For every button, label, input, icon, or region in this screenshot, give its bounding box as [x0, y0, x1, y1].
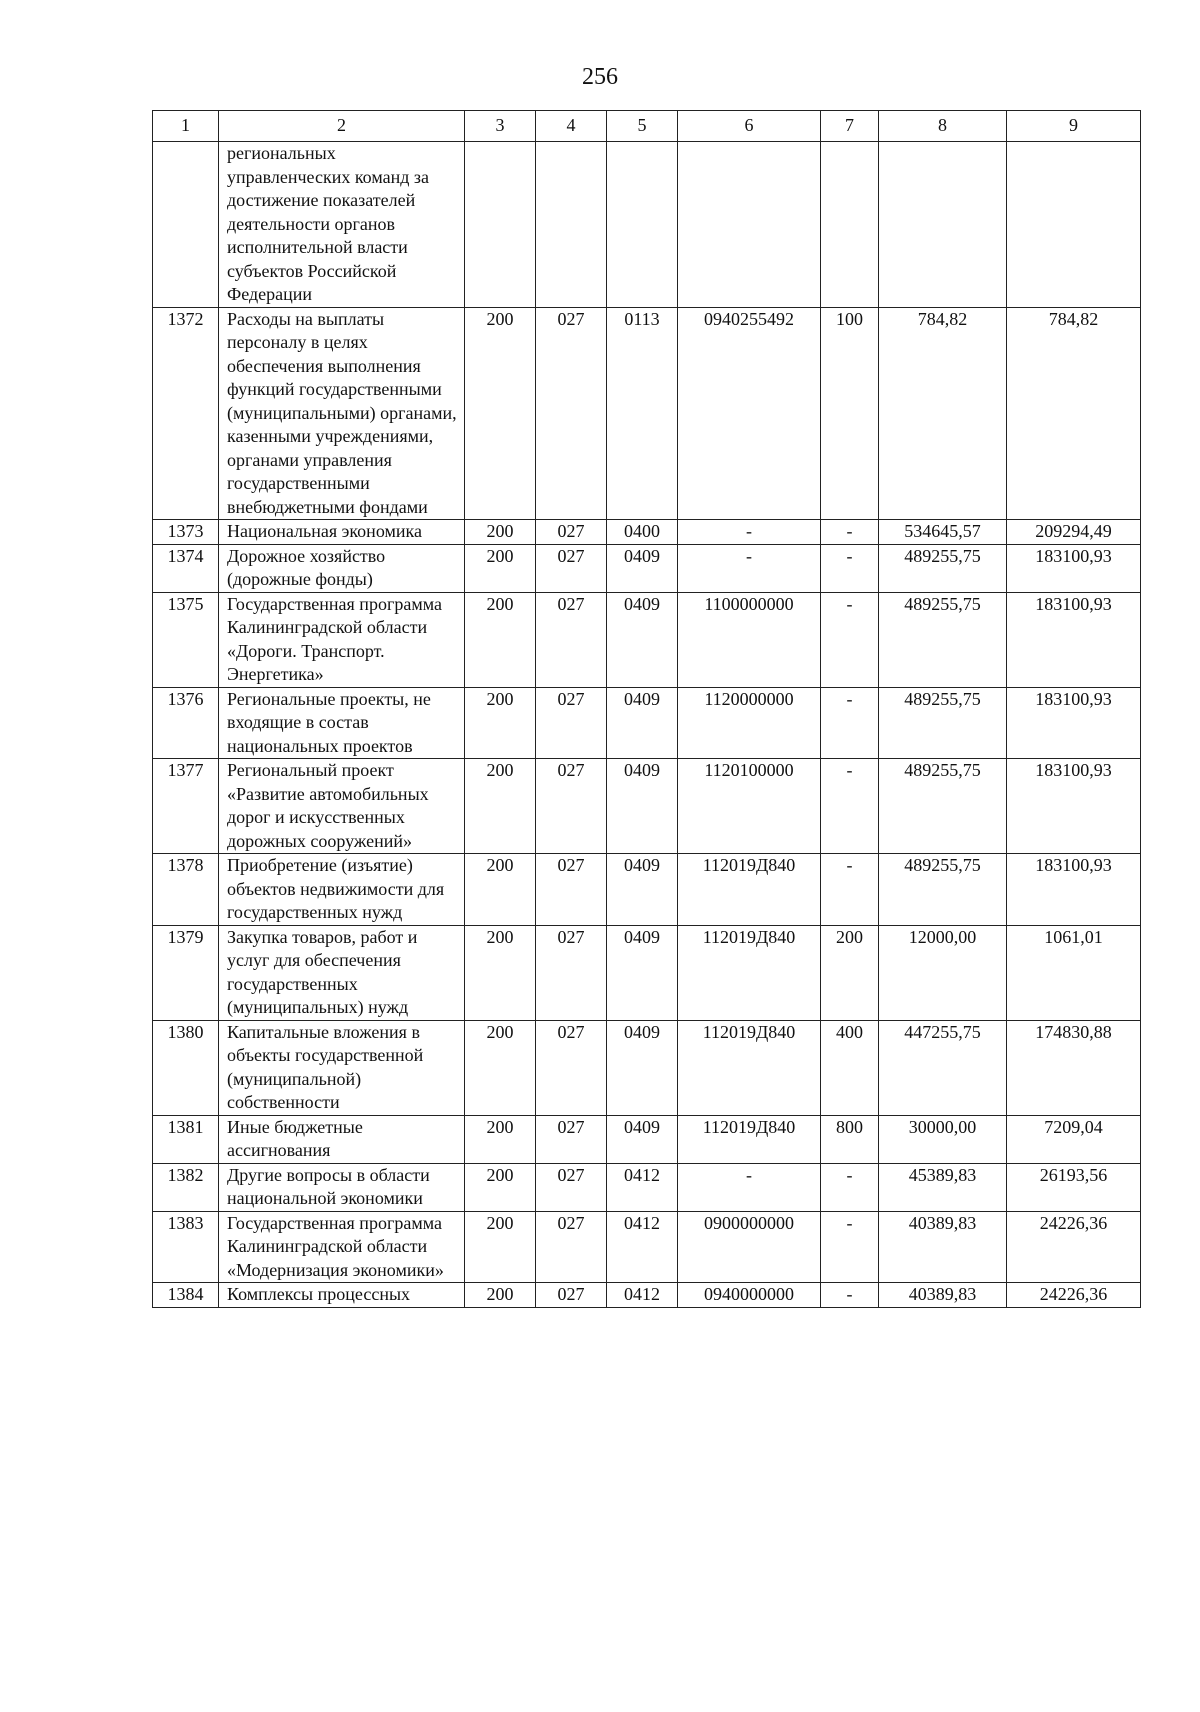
row-col6-cell: 1120000000: [678, 687, 821, 759]
row-col3-cell: 200: [465, 759, 536, 854]
row-col6-cell: [678, 142, 821, 308]
row-number-cell: 1378: [153, 854, 219, 926]
row-col8-cell: 40389,83: [879, 1211, 1007, 1283]
row-col7-cell: -: [821, 544, 879, 592]
row-col9-cell: 183100,93: [1007, 544, 1141, 592]
row-col7-cell: -: [821, 520, 879, 545]
table-header-row: [153, 111, 1141, 142]
header-cell-5: 5: [607, 111, 678, 142]
row-number-cell: 1383: [153, 1211, 219, 1283]
row-col3-cell: 200: [465, 1211, 536, 1283]
row-number-cell: 1376: [153, 687, 219, 759]
row-col3-cell: 200: [465, 925, 536, 1020]
row-col9-cell: 26193,56: [1007, 1163, 1141, 1211]
row-col3-cell: 200: [465, 1163, 536, 1211]
row-col5-cell: 0409: [607, 759, 678, 854]
row-name-cell: Комплексы процессных: [219, 1283, 465, 1308]
row-col9-cell: 7209,04: [1007, 1115, 1141, 1163]
row-number-cell: 1374: [153, 544, 219, 592]
row-col7-cell: -: [821, 1211, 879, 1283]
row-col9-cell: 183100,93: [1007, 854, 1141, 926]
row-number-cell: 1373: [153, 520, 219, 545]
row-col6-cell: 1120100000: [678, 759, 821, 854]
row-number-cell: [153, 142, 219, 308]
header-cell-7: 7: [821, 111, 879, 142]
row-col6-cell: 112019Д840: [678, 1115, 821, 1163]
row-col8-cell: 40389,83: [879, 1283, 1007, 1308]
row-col9-cell: 183100,93: [1007, 687, 1141, 759]
row-col7-cell: 200: [821, 925, 879, 1020]
row-col6-cell: 112019Д840: [678, 925, 821, 1020]
row-col4-cell: 027: [536, 544, 607, 592]
row-col7-cell: 800: [821, 1115, 879, 1163]
row-col7-cell: -: [821, 759, 879, 854]
row-col6-cell: -: [678, 544, 821, 592]
header-cell-6: 6: [678, 111, 821, 142]
row-name-cell: Приобретение (изъятие) объектов недвижимости для государственных нужд: [219, 854, 465, 926]
row-name-cell: региональных управленческих команд за достижение показателей деятельности органов исполнительной власти субъектов Российской Федерации: [219, 142, 465, 308]
row-col4-cell: 027: [536, 925, 607, 1020]
table-row: [153, 544, 1141, 592]
row-col3-cell: 200: [465, 854, 536, 926]
table-row: [153, 1115, 1141, 1163]
row-col6-cell: -: [678, 520, 821, 545]
table-row: [153, 592, 1141, 687]
row-col3-cell: 200: [465, 1115, 536, 1163]
row-col4-cell: 027: [536, 1020, 607, 1115]
row-col6-cell: 0940000000: [678, 1283, 821, 1308]
row-name-cell: Государственная программа Калининградской области «Дороги. Транспорт. Энергетика»: [219, 592, 465, 687]
row-name-cell: Капитальные вложения в объекты государственной (муниципальной) собственности: [219, 1020, 465, 1115]
row-col8-cell: 45389,83: [879, 1163, 1007, 1211]
table-row: [153, 1211, 1141, 1283]
table-row: [153, 142, 1141, 308]
table-row: [153, 1020, 1141, 1115]
row-col5-cell: 0409: [607, 592, 678, 687]
row-col4-cell: 027: [536, 307, 607, 520]
row-number-cell: 1380: [153, 1020, 219, 1115]
row-col6-cell: 112019Д840: [678, 854, 821, 926]
row-col4-cell: 027: [536, 759, 607, 854]
row-col7-cell: -: [821, 592, 879, 687]
row-col9-cell: 183100,93: [1007, 592, 1141, 687]
row-col5-cell: 0409: [607, 925, 678, 1020]
row-col9-cell: 24226,36: [1007, 1211, 1141, 1283]
table-row: [153, 854, 1141, 926]
row-col6-cell: 0940255492: [678, 307, 821, 520]
row-col9-cell: 209294,49: [1007, 520, 1141, 545]
row-number-cell: 1382: [153, 1163, 219, 1211]
row-col5-cell: 0409: [607, 854, 678, 926]
row-name-cell: Другие вопросы в области национальной экономики: [219, 1163, 465, 1211]
row-col3-cell: 200: [465, 1283, 536, 1308]
row-number-cell: 1377: [153, 759, 219, 854]
row-col5-cell: 0409: [607, 544, 678, 592]
row-col9-cell: 784,82: [1007, 307, 1141, 520]
row-col4-cell: 027: [536, 1283, 607, 1308]
row-col7-cell: 400: [821, 1020, 879, 1115]
table-row: [153, 520, 1141, 545]
header-cell-8: 8: [879, 111, 1007, 142]
table-row: [153, 1163, 1141, 1211]
row-col5-cell: 0412: [607, 1283, 678, 1308]
row-col7-cell: -: [821, 1283, 879, 1308]
row-col3-cell: 200: [465, 544, 536, 592]
row-col4-cell: 027: [536, 1115, 607, 1163]
row-col7-cell: 100: [821, 307, 879, 520]
row-col8-cell: 30000,00: [879, 1115, 1007, 1163]
row-col5-cell: 0412: [607, 1163, 678, 1211]
row-col9-cell: [1007, 142, 1141, 308]
row-name-cell: Дорожное хозяйство (дорожные фонды): [219, 544, 465, 592]
row-name-cell: Региональные проекты, не входящие в состав национальных проектов: [219, 687, 465, 759]
row-col6-cell: 112019Д840: [678, 1020, 821, 1115]
row-name-cell: Национальная экономика: [219, 520, 465, 545]
header-cell-4: 4: [536, 111, 607, 142]
row-col5-cell: 0412: [607, 1211, 678, 1283]
header-cell-3: 3: [465, 111, 536, 142]
row-col4-cell: 027: [536, 1163, 607, 1211]
row-number-cell: 1372: [153, 307, 219, 520]
row-col6-cell: 0900000000: [678, 1211, 821, 1283]
header-cell-2: 2: [219, 111, 465, 142]
header-cell-9: 9: [1007, 111, 1141, 142]
row-col8-cell: 489255,75: [879, 854, 1007, 926]
row-col9-cell: 174830,88: [1007, 1020, 1141, 1115]
row-col8-cell: 489255,75: [879, 759, 1007, 854]
row-col3-cell: 200: [465, 307, 536, 520]
row-col3-cell: 200: [465, 1020, 536, 1115]
row-name-cell: Государственная программа Калининградской области «Модернизация экономики»: [219, 1211, 465, 1283]
row-col5-cell: [607, 142, 678, 308]
page-number: 256: [582, 64, 618, 90]
row-col3-cell: [465, 142, 536, 308]
row-number-cell: 1379: [153, 925, 219, 1020]
row-col7-cell: -: [821, 1163, 879, 1211]
row-name-cell: Закупка товаров, работ и услуг для обеспечения государственных (муниципальных) нужд: [219, 925, 465, 1020]
row-col3-cell: 200: [465, 687, 536, 759]
header-cell-1: 1: [153, 111, 219, 142]
row-col8-cell: 447255,75: [879, 1020, 1007, 1115]
row-col5-cell: 0409: [607, 1115, 678, 1163]
row-col5-cell: 0409: [607, 1020, 678, 1115]
row-col4-cell: 027: [536, 687, 607, 759]
row-col7-cell: -: [821, 687, 879, 759]
row-col9-cell: 1061,01: [1007, 925, 1141, 1020]
row-col4-cell: 027: [536, 520, 607, 545]
table-row: [153, 759, 1141, 854]
row-col3-cell: 200: [465, 592, 536, 687]
row-col8-cell: 784,82: [879, 307, 1007, 520]
table-row: [153, 925, 1141, 1020]
table-row: [153, 307, 1141, 520]
row-col7-cell: -: [821, 854, 879, 926]
row-col5-cell: 0400: [607, 520, 678, 545]
row-col9-cell: 183100,93: [1007, 759, 1141, 854]
table-body: [153, 111, 1141, 1308]
row-col8-cell: 534645,57: [879, 520, 1007, 545]
row-col3-cell: 200: [465, 520, 536, 545]
row-col8-cell: 489255,75: [879, 592, 1007, 687]
row-col5-cell: 0409: [607, 687, 678, 759]
row-col4-cell: [536, 142, 607, 308]
table-row: [153, 1283, 1141, 1308]
row-col6-cell: 1100000000: [678, 592, 821, 687]
row-col4-cell: 027: [536, 1211, 607, 1283]
row-col8-cell: 12000,00: [879, 925, 1007, 1020]
budget-table: [152, 110, 1141, 1308]
row-col9-cell: 24226,36: [1007, 1283, 1141, 1308]
row-col8-cell: [879, 142, 1007, 308]
table-row: [153, 687, 1141, 759]
row-col5-cell: 0113: [607, 307, 678, 520]
row-name-cell: Региональный проект «Развитие автомобильных дорог и искусственных дорожных сооружений»: [219, 759, 465, 854]
row-number-cell: 1384: [153, 1283, 219, 1308]
row-col6-cell: -: [678, 1163, 821, 1211]
row-name-cell: Расходы на выплаты персоналу в целях обеспечения выполнения функций государственными (муниципальными) органами, казенными учреждениями, органами управления государственными внебюджетными фондами: [219, 307, 465, 520]
row-name-cell: Иные бюджетные ассигнования: [219, 1115, 465, 1163]
row-col8-cell: 489255,75: [879, 687, 1007, 759]
row-col7-cell: [821, 142, 879, 308]
row-col4-cell: 027: [536, 854, 607, 926]
row-number-cell: 1375: [153, 592, 219, 687]
row-number-cell: 1381: [153, 1115, 219, 1163]
row-col4-cell: 027: [536, 592, 607, 687]
row-col8-cell: 489255,75: [879, 544, 1007, 592]
